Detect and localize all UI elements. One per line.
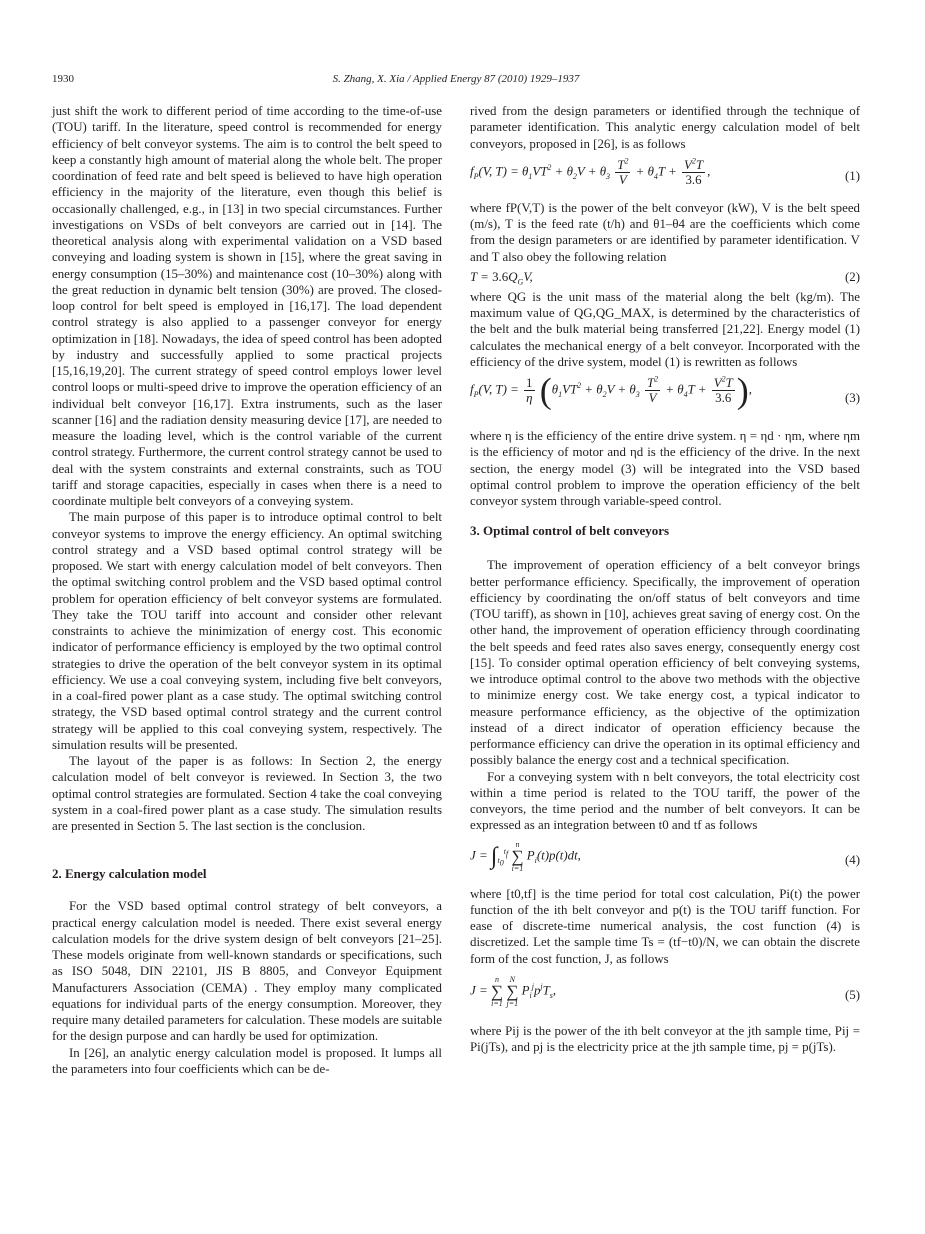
equation-5-number: (5) xyxy=(844,987,860,1002)
equation-4-number: (4) xyxy=(844,852,860,867)
paragraph: where η is the efficiency of the entire drive system. η = ηd · ηm, where ηm is the efficiency of motor and ηd is the efficiency of the drive. In the next section, the energy model (3) will be integrated into the VSD based optimal control problem to improve the operation efficiency of the belt conveyor system through variable-speed control. xyxy=(470,429,860,508)
equation-5-math: J = n ∑ i=1 N ∑ j=1 $P_i^jp^jT_s$, xyxy=(470,974,557,1008)
paragraph: where Pij is the power of the ith belt conveyor at the jth sample time, Pij = Pi(jTs), and pj is the electricity price at the jth sample time, pj = p(jTs). xyxy=(470,1023,860,1054)
equation-4 xyxy=(470,834,860,886)
paragraph: For a conveying system with n belt conveyors, the total electricity cost within a time period is related to the TOU tariff, the power of the conveyors, the time period and the number of belt conveyors. It can be expressed as an integration between t0 and tf as follows xyxy=(470,769,860,833)
paragraph: For the VSD based optimal control strategy of belt conveyors, a practical energy calculation model is needed. There exist several energy calculation models for the drive system design of belt conveyors [21–25]. These models originate from well-known standards or specifications, such as ISO 5048, DIN 22101, JIS B 8805, and Conveyor Equipment Manufacturers Association (CEMA) . They employ many complicated equations for individual parts of the energy consumption. Moreover, they require many detailed parameters for calculation. These models are suitable for the design purpose and can hardly be used for optimization. xyxy=(52,899,442,1044)
paragraph: The improvement of operation efficiency of a belt conveyor brings better performance efficiency. Specifically, the improvement of operation efficiency by coordinating the on/off status of belt conveyors and time (TOU tariff), as shown in [10], achieves great saving of energy cost. On the other hand, the improvement of operation efficiency through coordinating the belt speeds and feed rates also saves energy, consequently energy cost [15]. To consider optimal operation efficiency of belt conveying systems, we introduce optimal control to the above two methods with the objective to minimize energy cost. We take energy cost, a typical indicator to measure performance efficiency, as the objective of the optimization instead of a direct indicator of operation efficiency because the performance efficiency can drive the operation in its optimal efficiency and possibly balance the energy cost and a technical specification. xyxy=(470,558,860,768)
equation-2 xyxy=(470,265,860,289)
paragraph: where QG is the unit mass of the material along the belt (kg/m). The maximum value of QG,QG_MAX, is determined by the characteristics of the belt and the bulk material being transferred [21,22]. Energy model (1) calculates the mechanical energy of a belt conveyor. Incorporated with the efficiency of the drive system, model (1) is rewritten as follows xyxy=(470,289,860,369)
left-column xyxy=(52,103,442,1077)
section-heading-2: 2. Energy calculation model xyxy=(52,866,207,882)
section-heading-3: 3. Optimal control of belt conveyors xyxy=(470,523,670,539)
equation-1-number: (1) xyxy=(844,168,860,183)
equation-3 xyxy=(470,370,860,428)
paragraph: In [26], an analytic energy calculation model is proposed. It lumps all the parameters into four coefficients which can be de- xyxy=(52,1045,442,1076)
paragraph: where [t0,tf] is the time period for total cost calculation, Pi(t) the power function of the ith belt conveyor and p(t) is the TOU tariff function. For ease of discrete-time numerical analysis, the cost function (4) is discretized. Let the sample time Ts = (tf−t0)/N, we can obtain the discrete form of the cost function, J, as follows xyxy=(470,886,860,966)
equation-3-math: $f_P(V$, T) = $\frac{1}{\eta}$ ($\theta_1VT^2 + \theta_2V + \theta_3$ $\frac{T^2}{V}$ + $\theta_4T$ + $\frac{V^2T}{3.6}$ ), xyxy=(470,370,752,411)
paragraph: where fP(V,T) is the power of the belt conveyor (kW), V is the belt speed (m/s), T is the feed rate (t/h) and θ1–θ4 are the coefficients which come from the design parameters or are identified by parameter identification. V and T also obey the following relation xyxy=(470,200,860,264)
paragraph: The layout of the paper is as follows: In Section 2, the energy calculation model of belt conveyor is reviewed. In Section 3, the two optimal control strategies are formulated. Section 4 take the coal conveying system in a coal-fired power plant as a case study. The simulation results are presented in Section 5. The last section is the conclusion. xyxy=(52,754,442,833)
paragraph: The main purpose of this paper is to introduce optimal control to belt conveyor systems to improve the energy efficiency. An optimal switching control strategy and a VSD based optimal control strategy will be proposed. We start with energy calculation model of belt conveyors. Then the optimal switching control problem and the VSD based optimal control problem for operation efficiency of belt conveyor systems are formulated. They take the TOU tariff into account and consider other relevant constraints to achieve the minimization of energy cost. This economic indicator of performance efficiency is employed by the two optimal control strategies to drive the operation of the belt conveyor system in its optimal efficiency. We use a coal conveying system, including five belt conveyors, in a coal-fired power plant as a case study. The optimal switching control strategy, the VSD based optimal control strategy and the current control strategy will be applied to this coal conveying system, respectively. The simulation results will be presented. xyxy=(52,510,442,752)
equation-2-number: (2) xyxy=(844,269,860,284)
equation-1-math: $f_P(V$, $T) = \theta_1VT^2 + \theta_2V + \theta_3$ $\frac{T^2}{V}$ + $\theta_4T$ + $\frac{V^2T}{3.6}$ , xyxy=(470,156,711,187)
paragraph: rived from the design parameters or identified through the technique of parameter identification. This analytic energy calculation model of belt conveyors, proposed in [26], is as follows xyxy=(470,104,860,151)
paragraph: just shift the work to different period of time according to the time-of-use (TOU) tariff. In the literature, speed control is recommended for energy efficiency of belt conveyor systems. The aim is to control the belt speed to keep a constantly high amount of material along the whole belt. The proper coordination of feed rate and belt speed is believed to have high operation efficiency in the majority of the literature, even though this belief is occasionally challenged, e.g., in [13] in two special circumstances. Further investigations on VSDs of belt conveyors are carried out in [14]. The theoretical analysis along with experimental validation on a VSD based conveying and loading system is shown in [15], where the great saving in energy consumption (15–30%) and maintenance cost (10–30%) along with the great reduction in dynamic belt tension (30%) are proved. The closed-loop control for belt speed is employed in [16,17]. The load dependent control strategy is also applied to a passenger conveyor for energy optimization in [18]. Nowadays, the idea of speed control has been adopted by industry and successfully applied to some practical projects [15,16,19,20]. The current strategy of speed control employs lower level control loops or multi-speed drive to improve the operation efficiency of an individual belt conveyor [16,17]. Extra instruments, such as the laser scanner [16] and the radiation density measuring device [17], are needed to measure the loading level, which is the control variable of the current control strategy. Furthermore, the current control strategy cannot be used to deal with the system constraints and external constraints, such as TOU tariff and storage capacities, especially in cases when there is a need to coordinate multiple belt conveyors of a conveying system. xyxy=(52,104,442,508)
equation-1 xyxy=(470,152,860,200)
equation-5 xyxy=(470,967,860,1023)
right-column xyxy=(470,103,860,1055)
running-title: S. Zhang, X. Xia / Applied Energy 87 (2010) 1929–1937 xyxy=(332,73,580,85)
equation-2-math: $T = 3.6Q_GV$, xyxy=(470,269,533,287)
equation-3-number: (3) xyxy=(844,391,860,405)
page-number: 1930 xyxy=(52,73,74,85)
equation-4-math: $J = \int_{t_0}^{t_f}$ n ∑ i=1 $P_i(t)p(t)dt$, xyxy=(470,839,581,873)
page-header xyxy=(52,71,860,87)
